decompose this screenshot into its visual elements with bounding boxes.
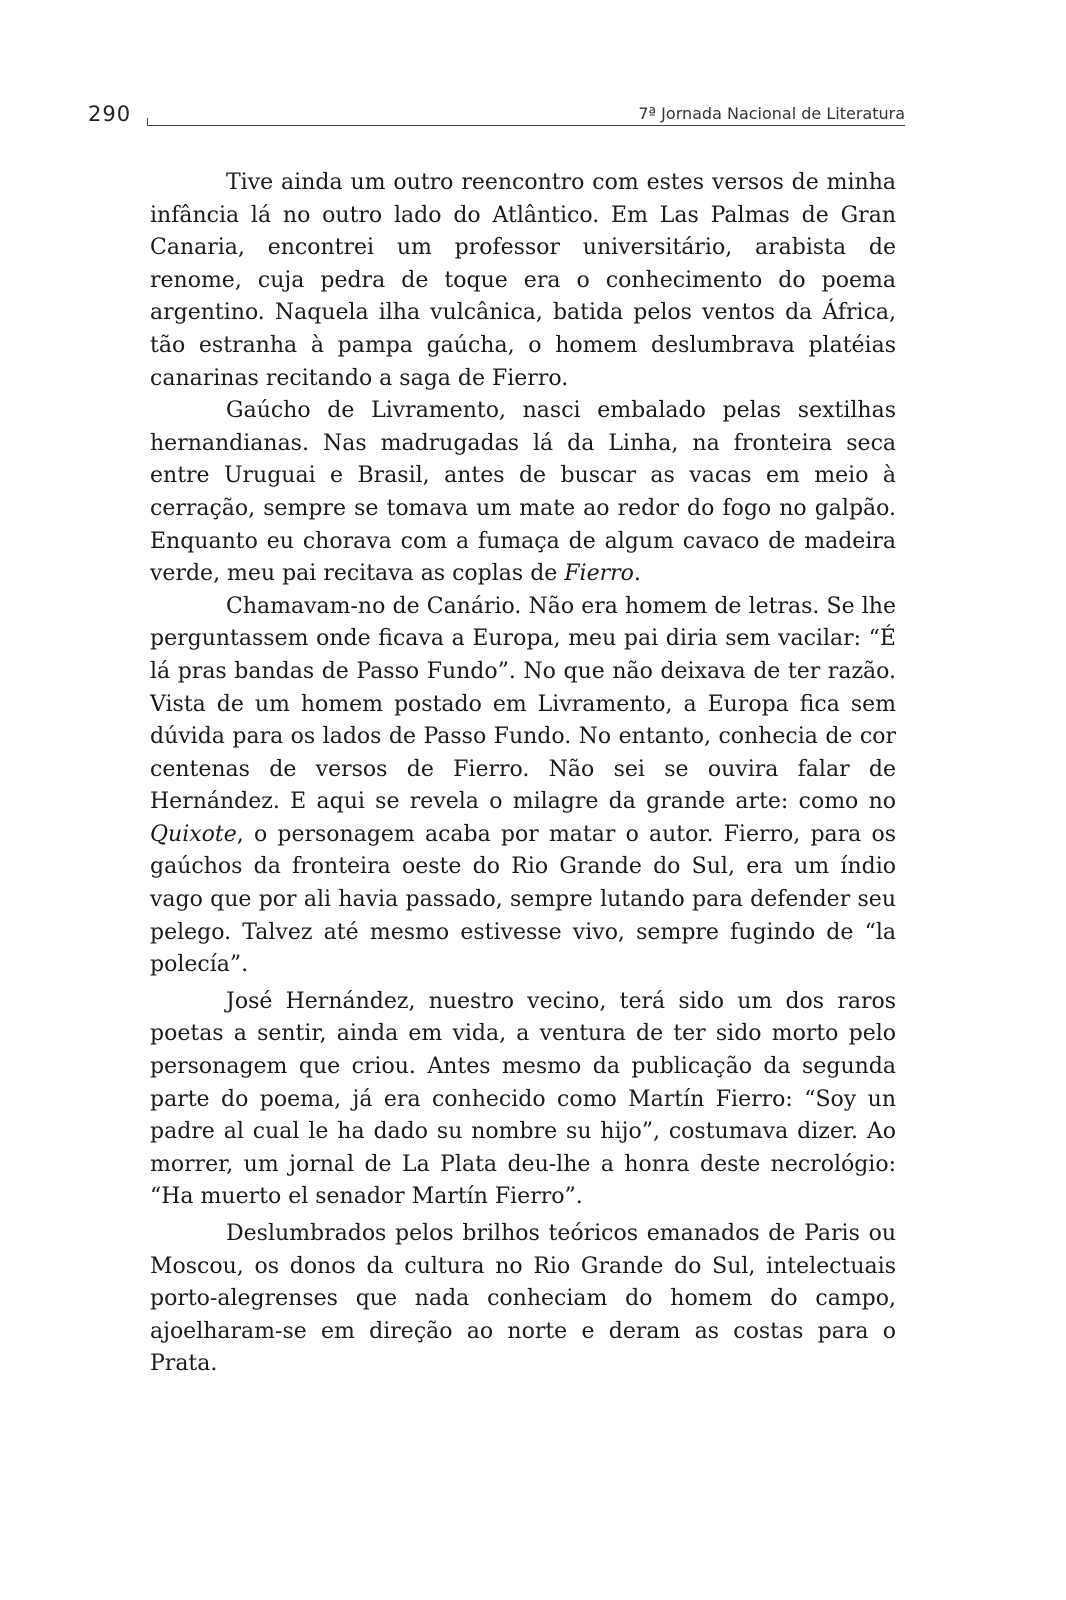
paragraph-3	[150, 591, 896, 982]
body-text	[150, 167, 896, 1381]
page-header	[88, 100, 905, 128]
paragraph-3-italic: Quixote	[150, 821, 237, 847]
paragraph-2-italic: Fierro	[564, 561, 634, 587]
paragraph-2	[150, 395, 896, 591]
running-head: 7ª Jornada Nacional de Literatura	[638, 104, 905, 123]
paragraph-4: José Hernández, nuestro vecino, terá sido um dos raros poetas a sentir, ainda em vida, a ventura de ter sido morto pelo personagem que criou. Antes mesmo da publicação da segunda parte do poema, já era conhecido como Martín Fierro: “Soy un padre al cual le ha dado su nombre su hijo”, costumava dizer. Ao morrer, um jornal de La Plata deu-lhe a honra deste necrológio: “Ha muerto el senador Martín Fierro”.	[150, 988, 896, 1210]
paragraph-3-tail: , o personagem acaba por matar o autor. Fierro, para os gaúchos da fronteira oeste do Rio Grande do Sul, era um índio vago que por ali havia passado, sempre lutando para defender seu pelego. Talvez até mesmo estivesse vivo, sempre fugindo de “la polecía”.	[150, 821, 896, 978]
paragraph-2-text: Gaúcho de Livramento, nasci embalado pelas sextilhas hernandianas. Nas madrugadas lá da Linha, na fronteira seca entre Uruguai e Brasil, antes de buscar as vacas em meio à cerração, sempre se tomava um mate ao redor do fogo no galpão. Enquanto eu chorava com a fumaça de algum cavaco de madeira verde, meu pai recitava as coplas de	[150, 398, 896, 587]
paragraph-1: Tive ainda um outro reencontro com estes versos de minha infância lá no outro lado do Atlântico. Em Las Palmas de Gran Canaria, encontrei um professor universitário, arabista de renome, cuja pedra de toque era o conhecimento do poema argentino. Naquela ilha vulcânica, batida pelos ventos da África, tão estranha à pampa gaúcha, o homem deslumbrava platéias canarinas recitando a saga de Fierro.	[150, 170, 896, 391]
paragraph-3-text: Chamavam-no de Canário. Não era homem de letras. Se lhe perguntassem onde ficava a Europa, meu pai diria sem vacilar: “É lá pras bandas de Passo Fundo”. No que não deixava de ter razão. Vista de um homem postado em Livramento, a Europa fica sem dúvida para os lados de Passo Fundo. No entanto, conhecia de cor centenas de versos de Fierro. Não sei se ouvira falar de Hernández. E aqui se revela o milagre da grande arte: como no	[150, 593, 896, 815]
paragraph-5: Deslumbrados pelos brilhos teóricos emanados de Paris ou Moscou, os donos da cultura no Rio Grande do Sul, intelectuais porto-alegrenses que nada conheciam do homem do campo, ajoelharam-se em direção ao norte e deram as costas para o Prata.	[150, 1221, 896, 1377]
header-rule	[148, 125, 905, 126]
paragraph-2-tail: .	[633, 561, 641, 587]
page-number: 290	[88, 102, 132, 126]
